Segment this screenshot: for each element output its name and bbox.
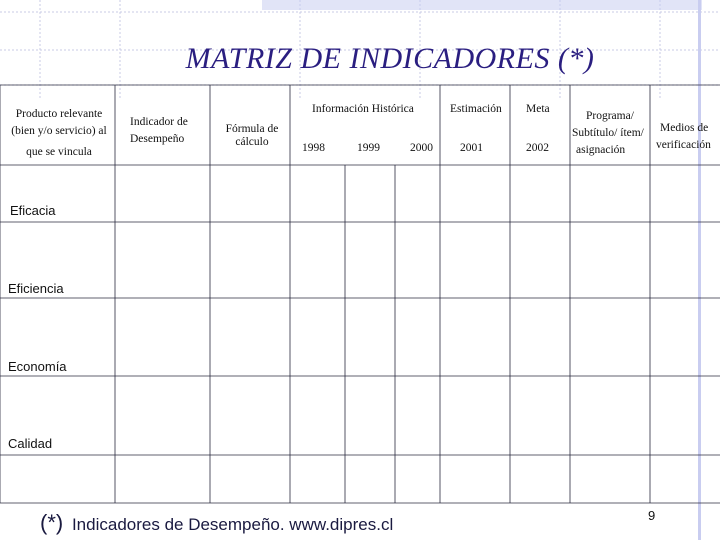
header-informacion-historica: Información Histórica [312,103,414,115]
header-formula [220,121,284,151]
header-programa [572,108,644,159]
header-programa-line1: Programa/ [586,110,634,122]
header-year-2001: 2001 [460,142,483,154]
header-formula-line1: Fórmula de [225,123,279,135]
header-indicador-line1: Indicador de [130,116,188,128]
footnote-text: Indicadores de Desempeño. www.dipres.cl [71,515,394,534]
header-indicador-line2: Desempeño [130,133,185,145]
header-formula-line2: cálculo [235,136,269,148]
row-label-calidad: Calidad [8,436,53,451]
row-label-eficiencia: Eficiencia [8,281,64,296]
header-medios-line2: verificación [656,139,711,151]
footnote-mark: (*) [40,510,64,535]
header-medios [652,120,711,154]
header-year-2002: 2002 [526,142,549,154]
header-meta: Meta [526,103,550,115]
row-label-economia: Economía [8,359,67,374]
header-producto-line2: (bien y/o servicio) al [11,125,107,137]
header-programa-line2: Subtítulo/ ítem/ [572,127,644,139]
header-year-1998: 1998 [302,142,325,154]
header-indicador [130,114,188,148]
header-estimacion: Estimación [450,103,502,115]
header-year-2000: 2000 [410,142,433,154]
header-producto [6,106,112,161]
header-medios-line1: Medios de [660,122,709,134]
header-programa-line3: asignación [576,144,626,156]
header-producto-line3: que se vincula [26,146,92,158]
header-producto-line1: Producto relevante [15,108,103,120]
page-number: 9 [648,508,656,523]
row-label-eficacia: Eficacia [10,203,56,218]
page-title: MATRIZ DE INDICADORES (*) [185,42,595,75]
footnote [40,510,393,536]
header-year-1999: 1999 [357,142,380,154]
